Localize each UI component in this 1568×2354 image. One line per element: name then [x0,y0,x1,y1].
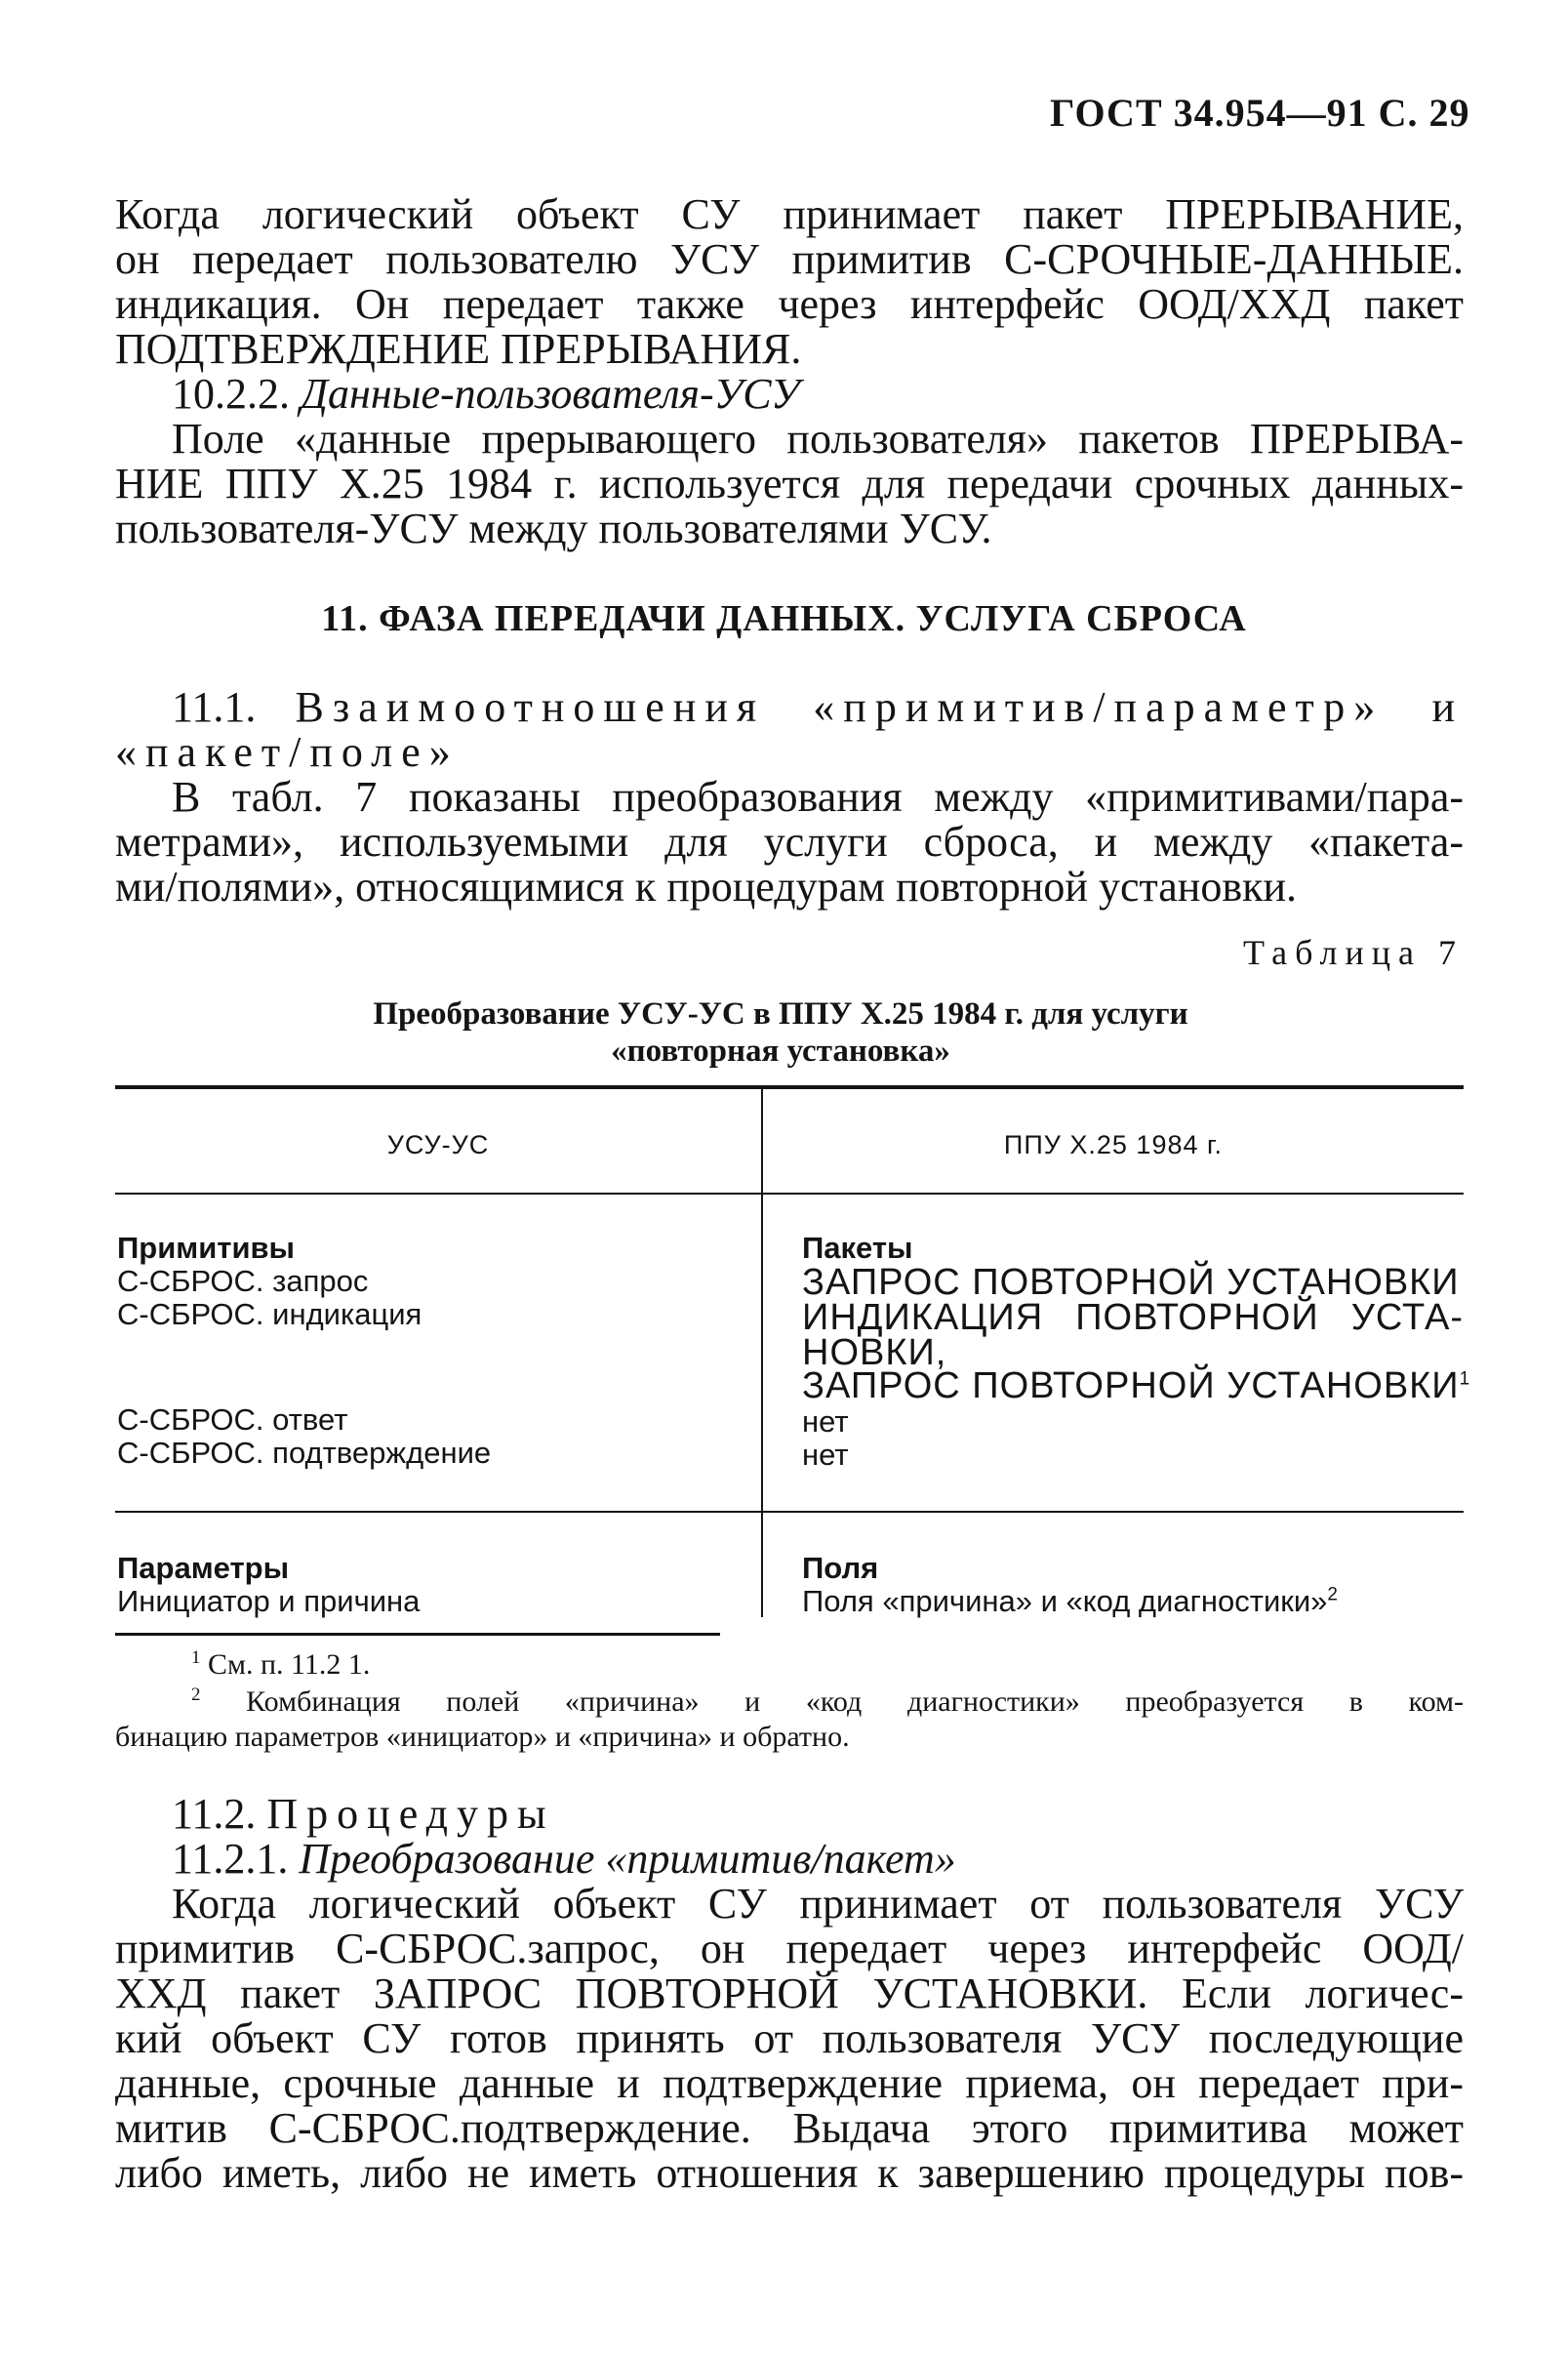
para-1121-line: данные, срочные данные и подтверждение приема, он передает при- [115,2059,1464,2107]
subsection-1022 [172,370,800,419]
subsection-number: 10.2.2. [172,370,290,418]
subsection-number: 11.2. [172,1790,257,1838]
primitive-item: С-СБРОС. запрос [117,1264,369,1298]
table-column-divider [761,1085,763,1617]
subsection-title-line1: Взаимоотношения «примитив/параметр» и [295,683,1465,731]
footnote-continuation: бинацию параметров «инициатор» и «причина» и обратно. [115,1721,850,1753]
fields-heading: Поля [802,1551,879,1585]
parameters-heading: Параметры [117,1551,290,1585]
intro-line: Когда логический объект СУ принимает пакет ПРЕРЫВАНИЕ, [115,190,1464,238]
footnote-mark: 1 [191,1647,201,1668]
field-item-text: Поля «причина» и «код диагностики» [802,1584,1328,1618]
para-1022-line: пользователя-УСУ между пользователями УСУ. [115,505,992,552]
parameter-item: Инициатор и причина [117,1584,421,1618]
table-top-rule [115,1085,1464,1089]
para-111-line: метрами», используемыми для услуги сброса, и между «пакета- [115,818,1464,866]
para-1121-line: Когда логический объект СУ принимает от пользователя УСУ [172,1880,1464,1928]
page-header: ГОСТ 34.954—91 С. 29 [1050,91,1470,135]
intro-line: он передает пользователю УСУ примитив С-СРОЧНЫЕ-ДАННЫЕ. [115,235,1464,283]
intro-line: ПОДТВЕРЖДЕНИЕ ПРЕРЫВАНИЯ. [115,325,802,373]
table-bottom-rule [115,1633,720,1636]
footnote-mark: 2 [191,1684,201,1705]
primitive-item: С-СБРОС. ответ [117,1402,348,1437]
subsection-number: 11.1. [172,683,257,731]
para-1121-line: либо иметь, либо не иметь отношения к завершению процедуры пов- [115,2149,1464,2197]
subsection-title: Преобразование «примитив/пакет» [299,1835,956,1883]
table-title-line: «повторная установка» [611,1034,950,1069]
para-1121-line: примитив С-СБРОС.запрос, он передает через интерфейс ООД/ [115,1925,1464,1972]
primitives-heading: Примитивы [117,1231,296,1265]
table-caption: Таблица 7 [1243,933,1464,972]
subsection-1121 [172,1835,956,1884]
table-header-rule [115,1193,1464,1195]
intro-line: индикация. Он передает также через интерфейс ООД/ХХД пакет [115,280,1464,328]
primitive-item: С-СБРОС. индикация [117,1297,422,1331]
para-111-line: В табл. 7 показаны преобразования между «примитивами/пара- [172,773,1464,821]
subsection-title: Данные-пользователя-УСУ [301,370,800,418]
para-1121-line: ХХД пакет ЗАПРОС ПОВТОРНОЙ УСТАНОВКИ. Если логичес- [115,1969,1464,2017]
subsection-title: Процедуры [266,1790,555,1838]
packet-item: нет [802,1404,849,1439]
packet-item: нет [802,1438,849,1472]
footnote [191,1647,370,1683]
para-111-line: ми/полями», относящимися к процедурам повторной установки. [115,863,1298,911]
footnote-text: См. п. 11.2 1. [208,1648,371,1681]
section-heading: 11. ФАЗА ПЕРЕДАЧИ ДАННЫХ. УСЛУГА СБРОСА [321,598,1247,639]
subsection-number: 11.2.1. [172,1835,289,1883]
para-1022-line: Поле «данные прерывающего пользователя» пакетов ПРЕРЫВА- [172,415,1464,463]
table-col-header-right: ППУ Х.25 1984 г. [1003,1130,1224,1159]
subsection-title-line2: «пакет/поле» [115,728,460,776]
footnote-ref: 1 [1459,1368,1471,1390]
packet-item: ЗАПРОС ПОВТОРНОЙ УСТАНОВКИ [802,1262,1460,1303]
packet-item: НОВКИ, [802,1332,947,1373]
table-row-rule [115,1511,1464,1513]
packet-item-text: ЗАПРОС ПОВТОРНОЙ УСТАНОВКИ [802,1365,1460,1406]
subsection-111 [172,683,1464,732]
primitive-item: С-СБРОС. подтверждение [117,1436,492,1470]
packets-heading: Пакеты [802,1231,913,1265]
para-1121-line: кий объект СУ готов принять от пользователя УСУ последующие [115,2014,1464,2062]
table-col-header-left: УСУ-УС [386,1130,490,1159]
footnote [191,1684,1464,1720]
field-item [802,1585,1338,1618]
para-1022-line: НИЕ ППУ Х.25 1984 г. используется для передачи срочных данных- [115,460,1464,507]
packet-item [802,1365,1471,1406]
footnote-text: Комбинация полей «причина» и «код диагностики» преобразуется в ком- [246,1685,1465,1718]
subsection-112 [172,1790,555,1839]
table-title-line: Преобразование УСУ-УС в ППУ Х.25 1984 г. для услуги [373,996,1188,1032]
footnote-ref: 2 [1327,1584,1338,1605]
para-1121-line: митив С-СБРОС.подтверждение. Выдача этого примитива может [115,2104,1464,2152]
packet-item: ИНДИКАЦИЯ ПОВТОРНОЙ УСТА- [802,1297,1464,1338]
